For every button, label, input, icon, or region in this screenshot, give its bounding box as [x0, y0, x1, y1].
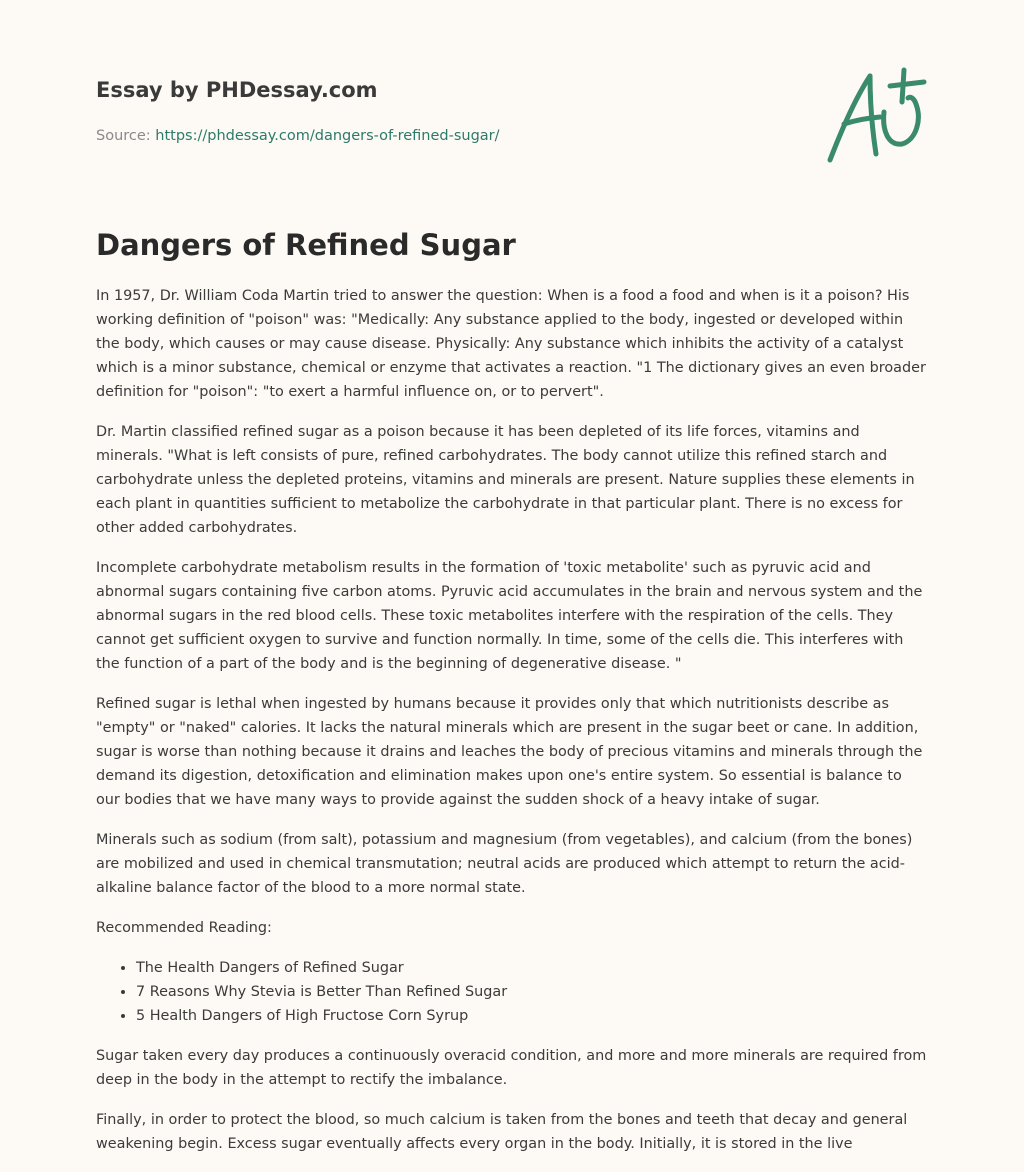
article-body: [96, 284, 928, 1172]
recommended-reading-item: • 5 Health Dangers of High Fructose Corn Syrup: [136, 1004, 928, 1028]
source-line: [96, 126, 796, 146]
a-plus-logo-icon: [818, 64, 930, 168]
paragraph: Minerals such as sodium (from salt), potassium and magnesium (from vegetables), and calcium (from the bones) are mobilized and used in chemical transmutation; neutral acids are produced which attempt to return the acid-alkaline balance factor of the blood to a more normal state.: [96, 832, 913, 896]
paragraph: In 1957, Dr. William Coda Martin tried to answer the question: When is a food a food and when is it a poison? His working definition of "poison" was: "Medically: Any substance applied to the body, ingested or developed within the body, which causes or may cause disease. Physically: Any substance which inhibits the activity of a catalyst which is a minor substance, chemical or enzyme that activates a reaction. "1 The dictionary gives an even broader definition for "poison": "to exert a harmful influence on, or to pervert".: [96, 288, 926, 400]
page-header: [96, 76, 796, 146]
recommended-reading-label: Recommended Reading:: [96, 920, 272, 936]
paragraph: Incomplete carbohydrate metabolism results in the formation of 'toxic metabolite' such as pyruvic acid and abnormal sugars containing five carbon atoms. Pyruvic acid accumulates in the brain and nervous system and the abnormal sugars in the red blood cells. These toxic metabolites interfere with the respiration of the cells. They cannot get sufficient oxygen to survive and function normally. In time, some of the cells die. This interferes with the function of a part of the body and is the beginning of degenerative disease. ": [96, 560, 923, 672]
recommended-reading-item: • The Health Dangers of Refined Sugar: [136, 956, 928, 980]
paragraph: Refined sugar is lethal when ingested by humans because it provides only that which nutritionists describe as "empty" or "naked" calories. It lacks the natural minerals which are present in the sugar beet or cane. In addition, sugar is worse than nothing because it drains and leaches the body of precious vitamins and minerals through the demand its digestion, detoxification and elimination makes upon one's entire system. So essential is balance to our bodies that we have many ways to provide against the sudden shock of a heavy intake of sugar.: [96, 696, 923, 808]
recommended-reading-list: [96, 956, 928, 1028]
paragraph: Dr. Martin classified refined sugar as a poison because it has been depleted of its life forces, vitamins and minerals. "What is left consists of pure, refined carbohydrates. The body cannot utilize this refined starch and carbohydrate unless the depleted proteins, vitamins and minerals are present. Nature supplies these elements in each plant in quantities sufficient to metabolize the carbohydrate in that particular plant. There is no excess for other added carbohydrates.: [96, 424, 915, 536]
site-brand: Essay by PHDessay.com: [96, 78, 378, 102]
source-label: Source:: [96, 128, 156, 144]
recommended-reading-item: • 7 Reasons Why Stevia is Better Than Refined Sugar: [136, 980, 928, 1004]
paragraph: Sugar taken every day produces a continuously overacid condition, and more and more minerals are required from deep in the body in the attempt to rectify the imbalance.: [96, 1048, 927, 1088]
source-link[interactable]: https://phdessay.com/dangers-of-refined-sugar/: [155, 128, 500, 144]
paragraph: Finally, in order to protect the blood, so much calcium is taken from the bones and teeth that decay and general weakening begin. Excess sugar eventually affects every organ in the body. Initially, it is stored in the live: [96, 1112, 908, 1152]
article-title: Dangers of Refined Sugar: [96, 228, 516, 262]
